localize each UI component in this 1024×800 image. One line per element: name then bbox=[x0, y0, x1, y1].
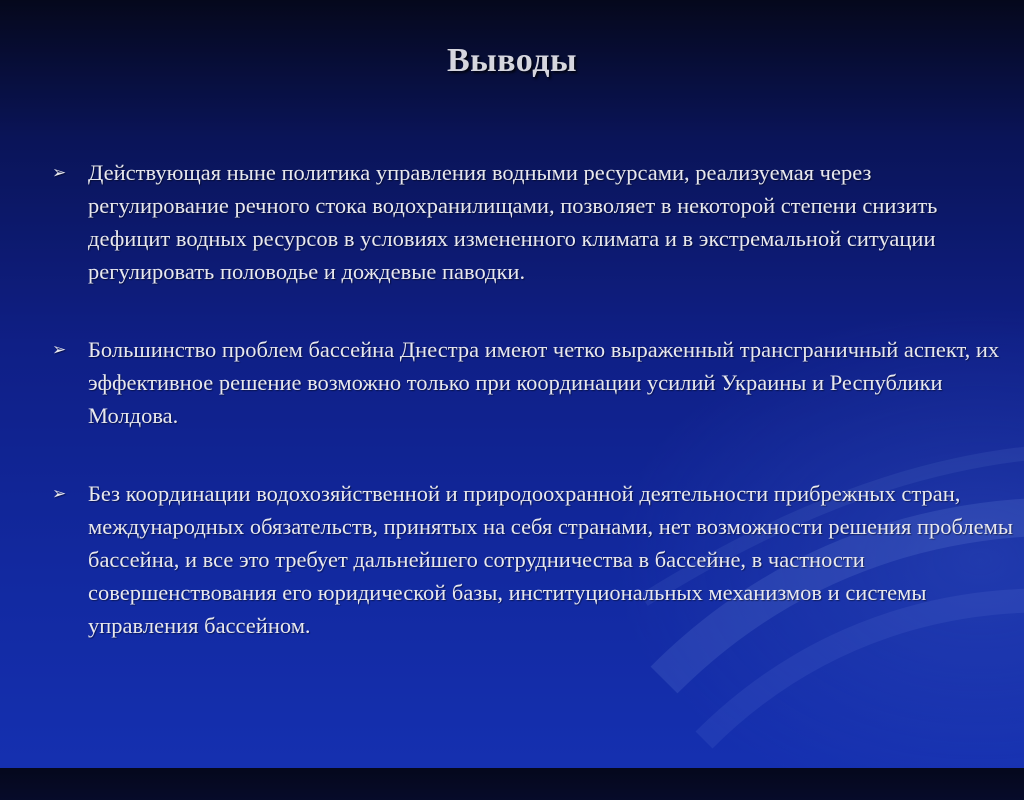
bullet-list bbox=[52, 156, 1017, 642]
arrow-bullet-icon: ➢ bbox=[52, 484, 67, 504]
bullet-item bbox=[52, 156, 1017, 288]
bullet-text: Большинство проблем бассейна Днестра имеют четко выраженный трансграничный аспект, их эффективное решение возможно только при координации усилий Украины и Республики Молдова. bbox=[88, 337, 1000, 428]
bullet-item bbox=[52, 477, 1017, 642]
bullet-item bbox=[52, 333, 1017, 432]
bullet-text: Действующая ныне политика управления водными ресурсами, реализуемая через регулирование речного стока водохранилищами, позволяет в некоторой степени снизить дефицит водных ресурсов в условиях измененного климата и в экстремальной ситуации регулировать половодье и дождевые паводки. bbox=[88, 160, 938, 284]
arrow-bullet-icon: ➢ bbox=[52, 163, 67, 183]
bullet-text: Без координации водохозяйственной и природоохранной деятельности прибрежных стран, международных обязательств, принятых на себя странами, нет возможности решения проблемы бассейна, и все это требует дальнейшего сотрудничества в бассейне, в частности совершенствования его юридической базы, институциональных механизмов и системы управления бассейном. bbox=[88, 481, 1013, 638]
arrow-bullet-icon: ➢ bbox=[52, 340, 67, 360]
slide-title: Выводы bbox=[446, 42, 578, 79]
